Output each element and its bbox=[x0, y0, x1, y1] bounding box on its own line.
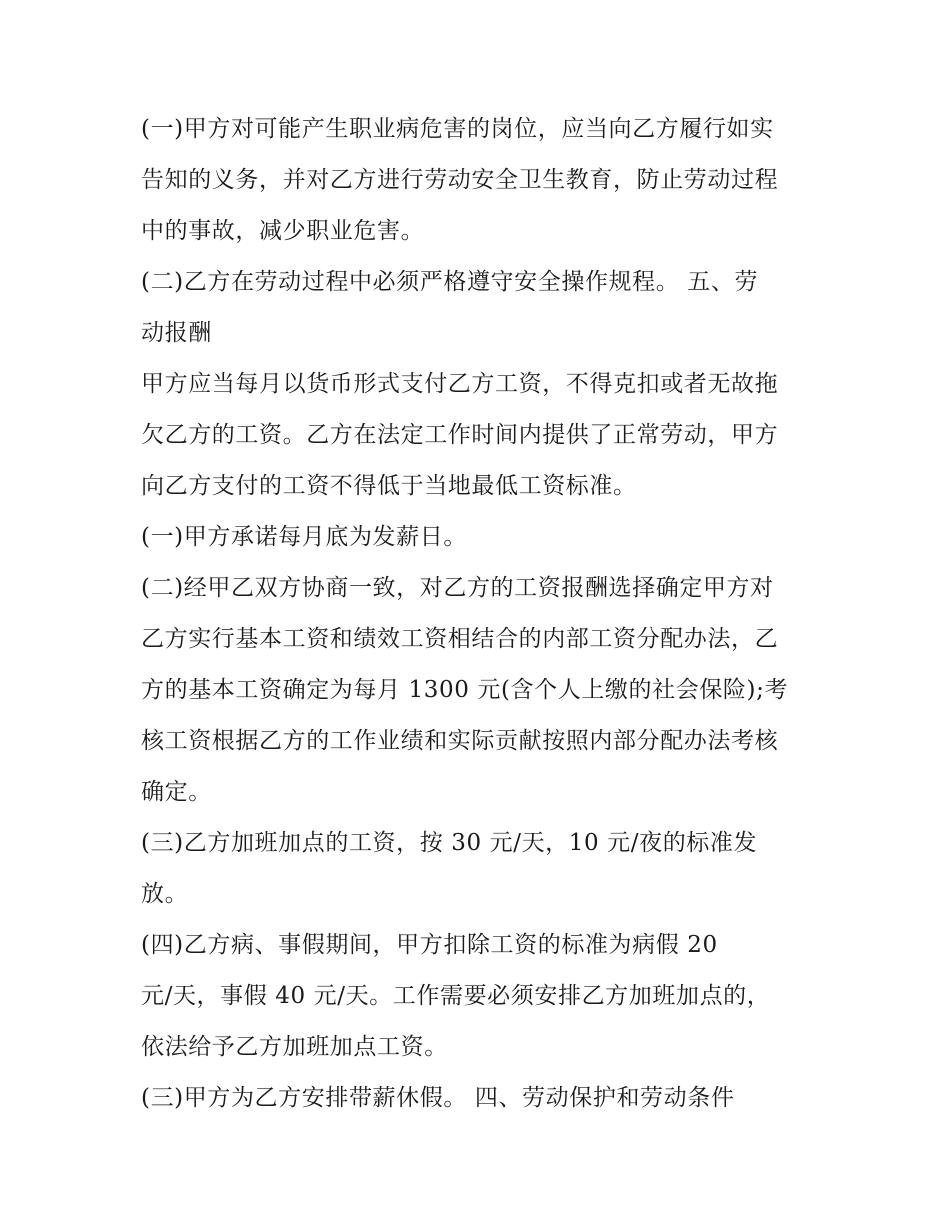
text-line: 中的事故，减少职业危害。 bbox=[141, 218, 425, 244]
text-line: (二)经甲乙双方协商一致，对乙方的工资报酬选择确定甲方对 bbox=[141, 575, 774, 601]
text-line: (四)乙方病、事假期间，甲方扣除工资的标准为病假 20 bbox=[141, 932, 718, 958]
text-line: 方的基本工资确定为每月 1300 元(含个人上缴的社会保险);考 bbox=[141, 677, 789, 703]
text-line: (一)甲方对可能产生职业病危害的岗位，应当向乙方履行如实 bbox=[141, 116, 774, 142]
text-line: 向乙方支付的工资不得低于当地最低工资标准。 bbox=[141, 473, 637, 499]
text-line: 元/天，事假 40 元/天。工作需要必须安排乙方加班加点的， bbox=[141, 983, 771, 1009]
text-line: 乙方实行基本工资和绩效工资相结合的内部工资分配办法，乙 bbox=[141, 626, 779, 652]
text-line: (一)甲方承诺每月底为发薪日。 bbox=[141, 524, 467, 550]
text-line: 确定。 bbox=[141, 779, 212, 805]
document-body bbox=[141, 104, 831, 1124]
text-line: 动报酬 bbox=[141, 320, 212, 346]
text-line: 放。 bbox=[141, 881, 189, 907]
text-line: 核工资根据乙方的工作业绩和实际贡献按照内部分配办法考核 bbox=[141, 728, 779, 754]
text-line: 欠乙方的工资。乙方在法定工作时间内提供了正常劳动，甲方 bbox=[141, 422, 779, 448]
text-line: 告知的义务，并对乙方进行劳动安全卫生教育，防止劳动过程 bbox=[141, 167, 779, 193]
text-line: 依法给予乙方加班加点工资。 bbox=[141, 1034, 448, 1060]
text-line: 甲方应当每月以货币形式支付乙方工资，不得克扣或者无故拖 bbox=[141, 371, 779, 397]
text-line: (二)乙方在劳动过程中必须严格遵守安全操作规程。 五、劳 bbox=[141, 269, 759, 295]
text-line: (三)甲方为乙方安排带薪休假。 四、劳动保护和劳动条件 bbox=[141, 1085, 735, 1111]
text-line: (三)乙方加班加点的工资，按 30 元/天，10 元/夜的标准发 bbox=[141, 830, 758, 856]
